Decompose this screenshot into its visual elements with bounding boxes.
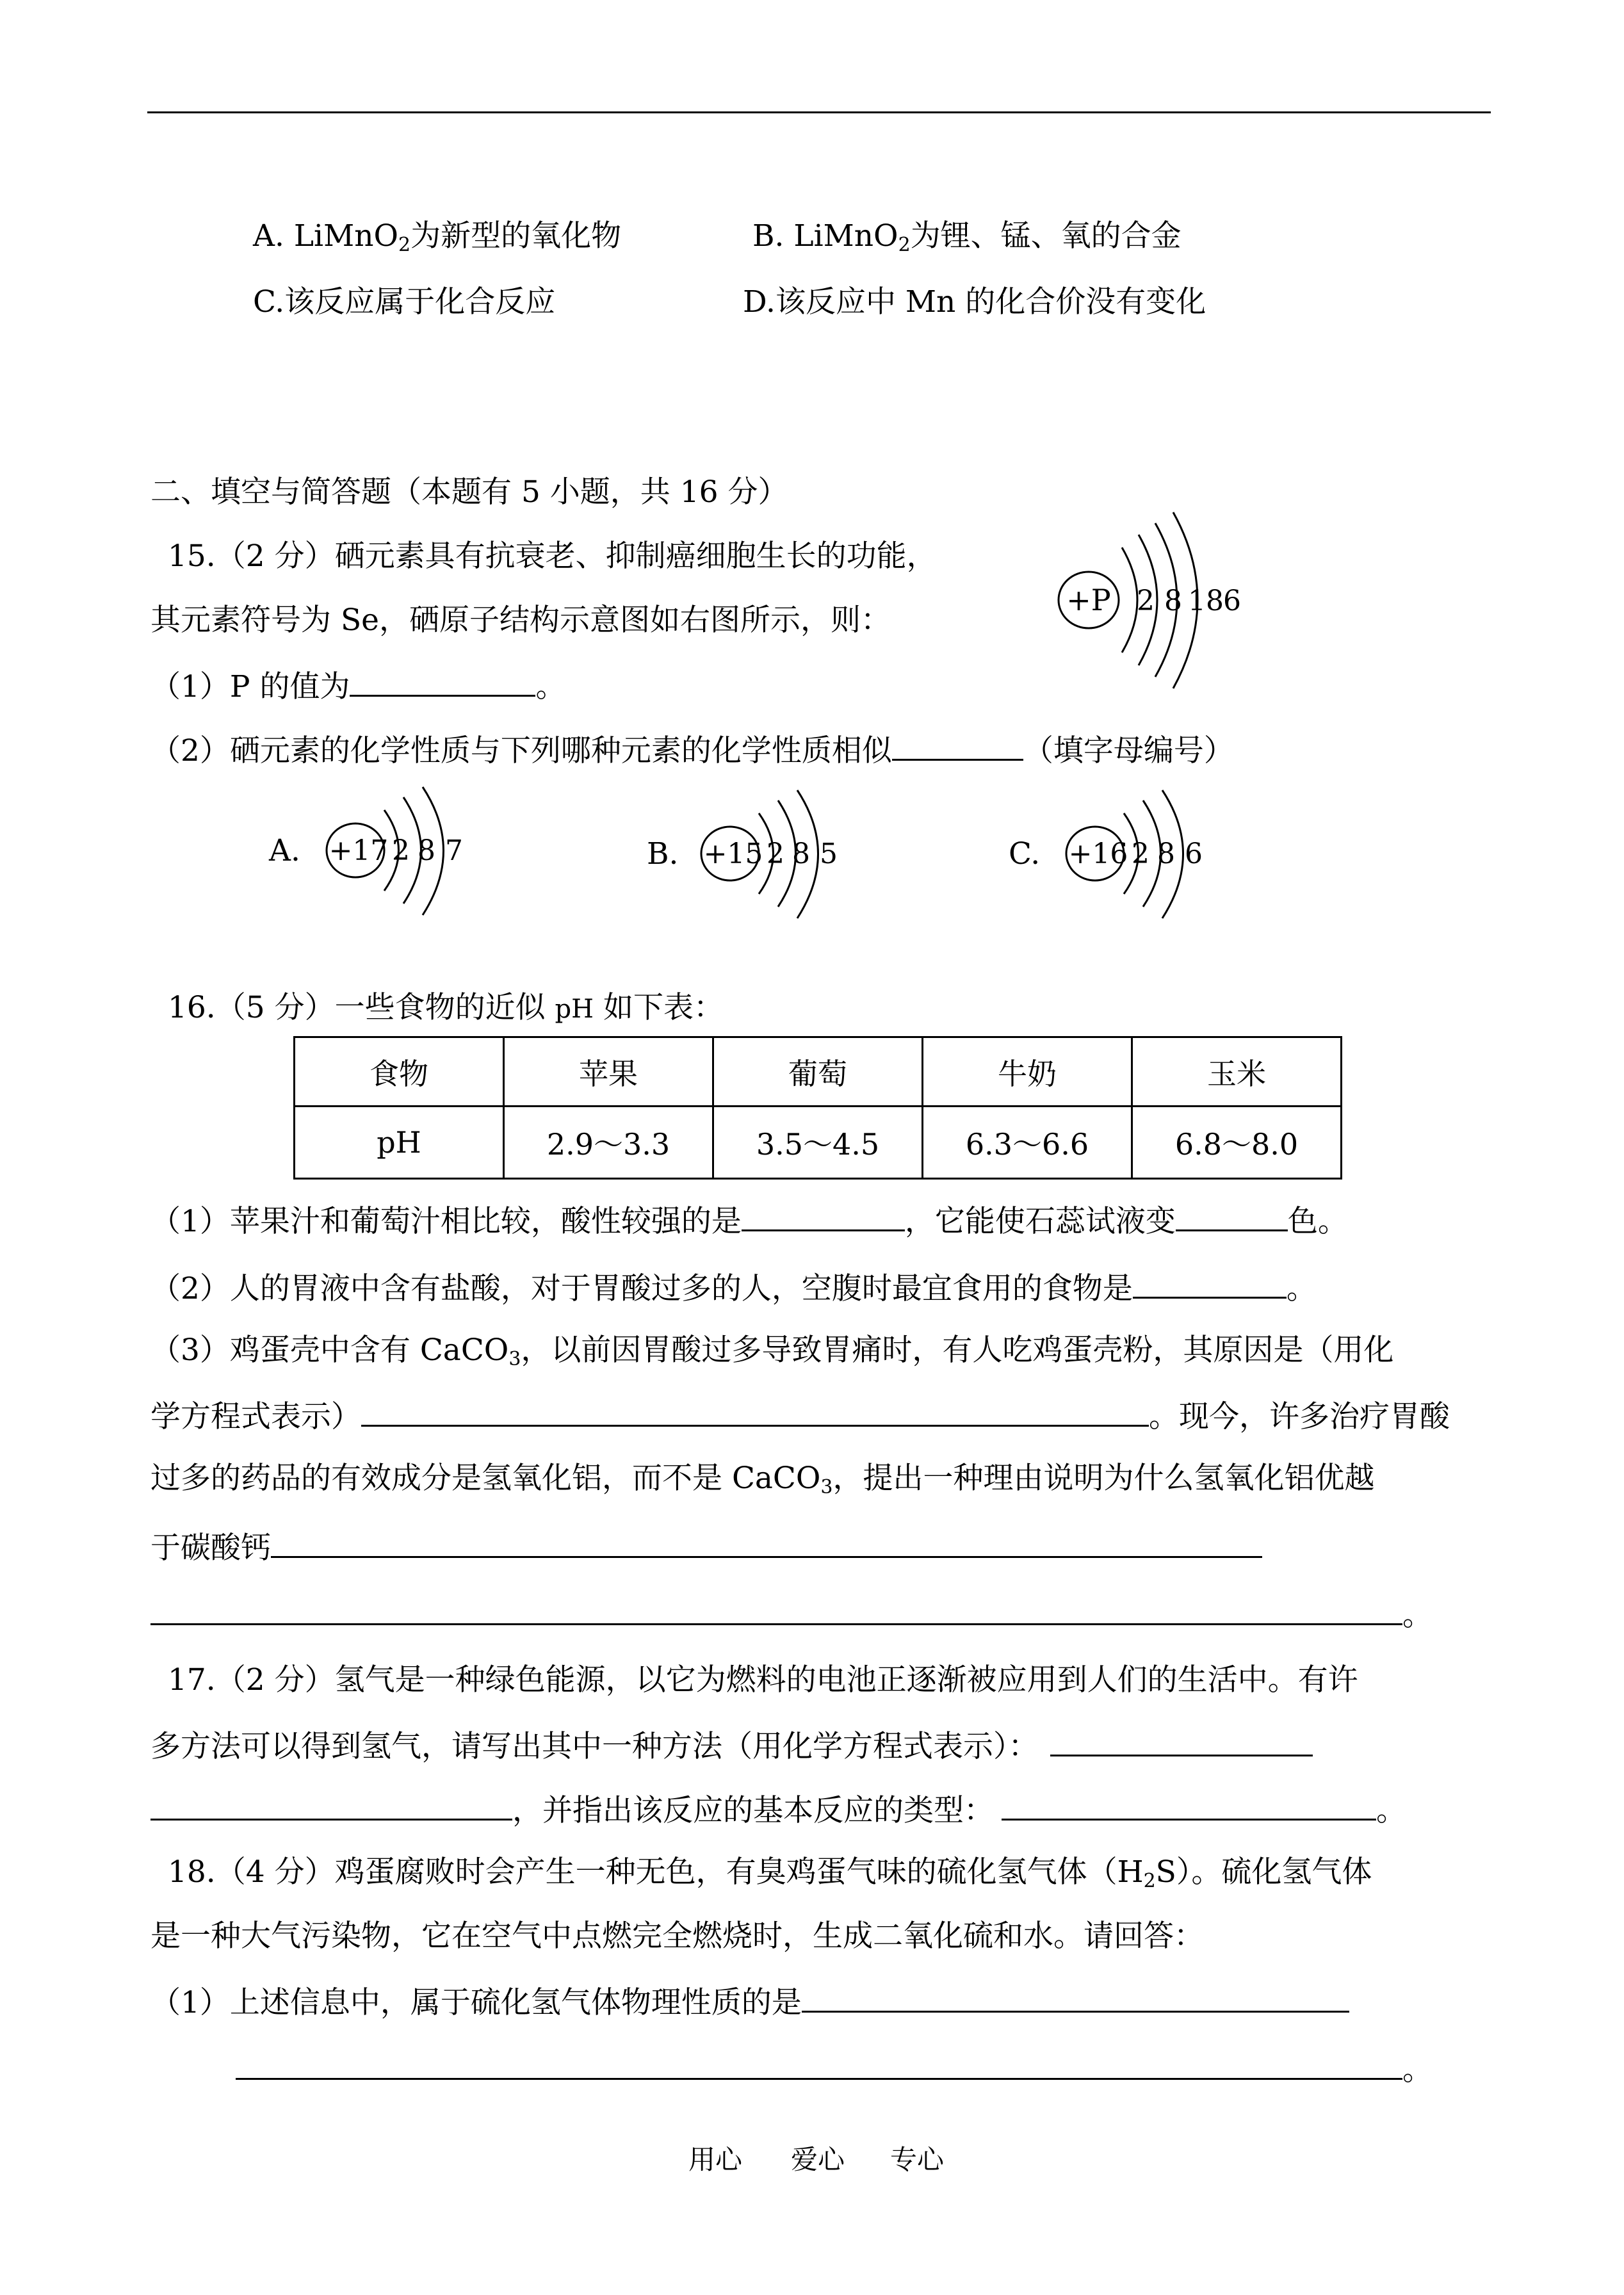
table-header-cell: 苹果 xyxy=(504,1037,713,1107)
q15-part2: （2）硒元素的化学性质与下列哪种元素的化学性质相似 （填字母编号） xyxy=(150,733,1234,768)
q17-line3: ，并指出该反应的基本反应的类型： 。 xyxy=(150,1793,1406,1826)
table-header-cell: 葡萄 xyxy=(713,1037,923,1107)
se-shell-1: 2 xyxy=(1137,585,1155,617)
q16-intro: 16.（5 分）一些食物的近似 pH 如下表： xyxy=(168,990,724,1025)
choice-c-shell-1: 2 xyxy=(1132,838,1149,870)
table-row xyxy=(295,1107,1342,1179)
choice-b-nucleus: +15 xyxy=(703,838,763,870)
choice-c-shell-2: 8 xyxy=(1157,838,1175,870)
choice-c-atom-diagram xyxy=(1060,788,1226,922)
option-a: A. LiMnO$_2$为新型的氧化物 xyxy=(253,218,622,256)
q16-acid-blank[interactable] xyxy=(742,1204,905,1231)
q15-line1: 15.（2 分）硒元素具有抗衰老、抑制癌细胞生长的功能， xyxy=(168,539,937,574)
option-d: D.该反应中 Mn 的化合价没有变化 xyxy=(743,284,1206,320)
se-shell-3: 18 xyxy=(1188,585,1224,617)
q18-part1-line2: 。 xyxy=(236,2052,1433,2085)
table-cell: pH xyxy=(295,1107,504,1179)
q16-part1: （1）苹果汁和葡萄汁相比较，酸性较强的是 ，它能使石蕊试液变 色。 xyxy=(150,1204,1348,1239)
q15-line2: 其元素符号为 Se，硒原子结构示意图如右图所示，则： xyxy=(150,603,891,638)
q18-property-blank[interactable] xyxy=(802,1985,1349,2013)
q17-equation-blank[interactable] xyxy=(1050,1729,1313,1756)
table-cell: 3.5～4.5 xyxy=(713,1107,923,1179)
table-header-cell: 食物 xyxy=(295,1037,504,1107)
table-cell: 6.3～6.6 xyxy=(923,1107,1132,1179)
q16-reason-blank[interactable] xyxy=(271,1530,1262,1558)
q16-part3-line4: 于碳酸钙 xyxy=(150,1530,1262,1563)
footer-text-2: 爱心 xyxy=(791,2144,845,2175)
q16-equation-blank[interactable] xyxy=(361,1399,1149,1427)
q16-part3-line1: （3）鸡蛋壳中含有 CaCO$_3$，以前因胃酸过多导致胃痛时，有人吃鸡蛋壳粉，其原因是（用化 xyxy=(150,1333,1394,1370)
choice-a-shell-2: 8 xyxy=(418,834,435,867)
table-cell: 6.8～8.0 xyxy=(1132,1107,1342,1179)
q17-line1: 17.（2 分）氢气是一种绿色能源，以它为燃料的电池正逐渐被应用到人们的生活中。有许 xyxy=(168,1662,1358,1698)
q16-food-blank[interactable] xyxy=(1133,1271,1287,1299)
se-nucleus-label: +P xyxy=(1066,583,1111,617)
choice-a-shell-3: 7 xyxy=(445,834,463,867)
table-header-row xyxy=(295,1037,1342,1107)
q16-part2: （2）人的胃液中含有盐酸，对于胃酸过多的人，空腹时最宜食用的食物是 。 xyxy=(150,1271,1317,1306)
q17-type-blank[interactable] xyxy=(1002,1793,1376,1821)
q18-line1: 18.（4 分）鸡蛋腐败时会产生一种无色，有臭鸡蛋气味的硫化氢气体$(H_2S)$。硫化氢气体 xyxy=(168,1854,1372,1892)
q16-color-blank[interactable] xyxy=(1176,1204,1288,1231)
option-c: C.该反应属于化合反应 xyxy=(253,284,556,320)
se-shell-4: 6 xyxy=(1223,585,1241,617)
choice-a-nucleus: +17 xyxy=(329,834,389,867)
q18-property-blank-2[interactable] xyxy=(236,2052,1402,2080)
header-rule xyxy=(147,111,1491,113)
table-header-cell: 牛奶 xyxy=(923,1037,1132,1107)
q16-part3-line3: 过多的药品的有效成分是氢氧化铝，而不是 CaCO$_3$，提出一种理由说明为什么氢氧化铝优越 xyxy=(150,1461,1375,1498)
choice-a-label: A. xyxy=(269,833,300,868)
choice-c-nucleus: +16 xyxy=(1068,838,1128,870)
section-heading: 二、填空与简答题（本题有 5 小题，共 16 分） xyxy=(150,474,788,510)
option-b: B. LiMnO$_2$为锂、锰、氧的合金 xyxy=(752,218,1181,256)
table-cell: 2.9～3.3 xyxy=(504,1107,713,1179)
choice-b-shell-1: 2 xyxy=(767,838,784,870)
choice-a-atom-diagram xyxy=(320,784,487,919)
choice-c-label: C. xyxy=(1009,836,1041,872)
q15-p-blank[interactable] xyxy=(350,669,535,697)
q17-line2: 多方法可以得到氢气，请写出其中一种方法（用化学方程式表示）： xyxy=(150,1729,1313,1762)
choice-b-label: B. xyxy=(647,836,679,872)
q16-part3-line5: 。 xyxy=(150,1598,1433,1630)
choice-c-shell-3: 6 xyxy=(1185,838,1203,870)
footer-text-3: 专心 xyxy=(890,2144,945,2175)
q17-equation-blank-2[interactable] xyxy=(150,1793,512,1821)
q16-part3-line2: 学方程式表示） 。现今，许多治疗胃酸 xyxy=(150,1399,1450,1434)
se-atom-diagram xyxy=(1050,509,1281,695)
q18-line2: 是一种大气污染物，它在空气中点燃完全燃烧时，生成二氧化硫和水。请回答： xyxy=(150,1918,1204,1954)
q16-reason-blank-2[interactable] xyxy=(150,1598,1402,1625)
se-shell-2: 8 xyxy=(1164,585,1182,617)
q18-part1: （1）上述信息中，属于硫化氢气体物理性质的是 xyxy=(150,1985,1349,2018)
choice-a-shell-1: 2 xyxy=(392,834,410,867)
choice-b-shell-2: 8 xyxy=(792,838,810,870)
q15-part1: （1）P 的值为 。 xyxy=(150,669,566,704)
choice-b-shell-3: 5 xyxy=(820,838,838,870)
choice-b-atom-diagram xyxy=(695,788,861,922)
table-header-cell: 玉米 xyxy=(1132,1037,1342,1107)
footer-text-1: 用心 xyxy=(688,2144,743,2175)
ph-table xyxy=(293,1036,1342,1180)
q15-choice-blank[interactable] xyxy=(892,733,1023,761)
